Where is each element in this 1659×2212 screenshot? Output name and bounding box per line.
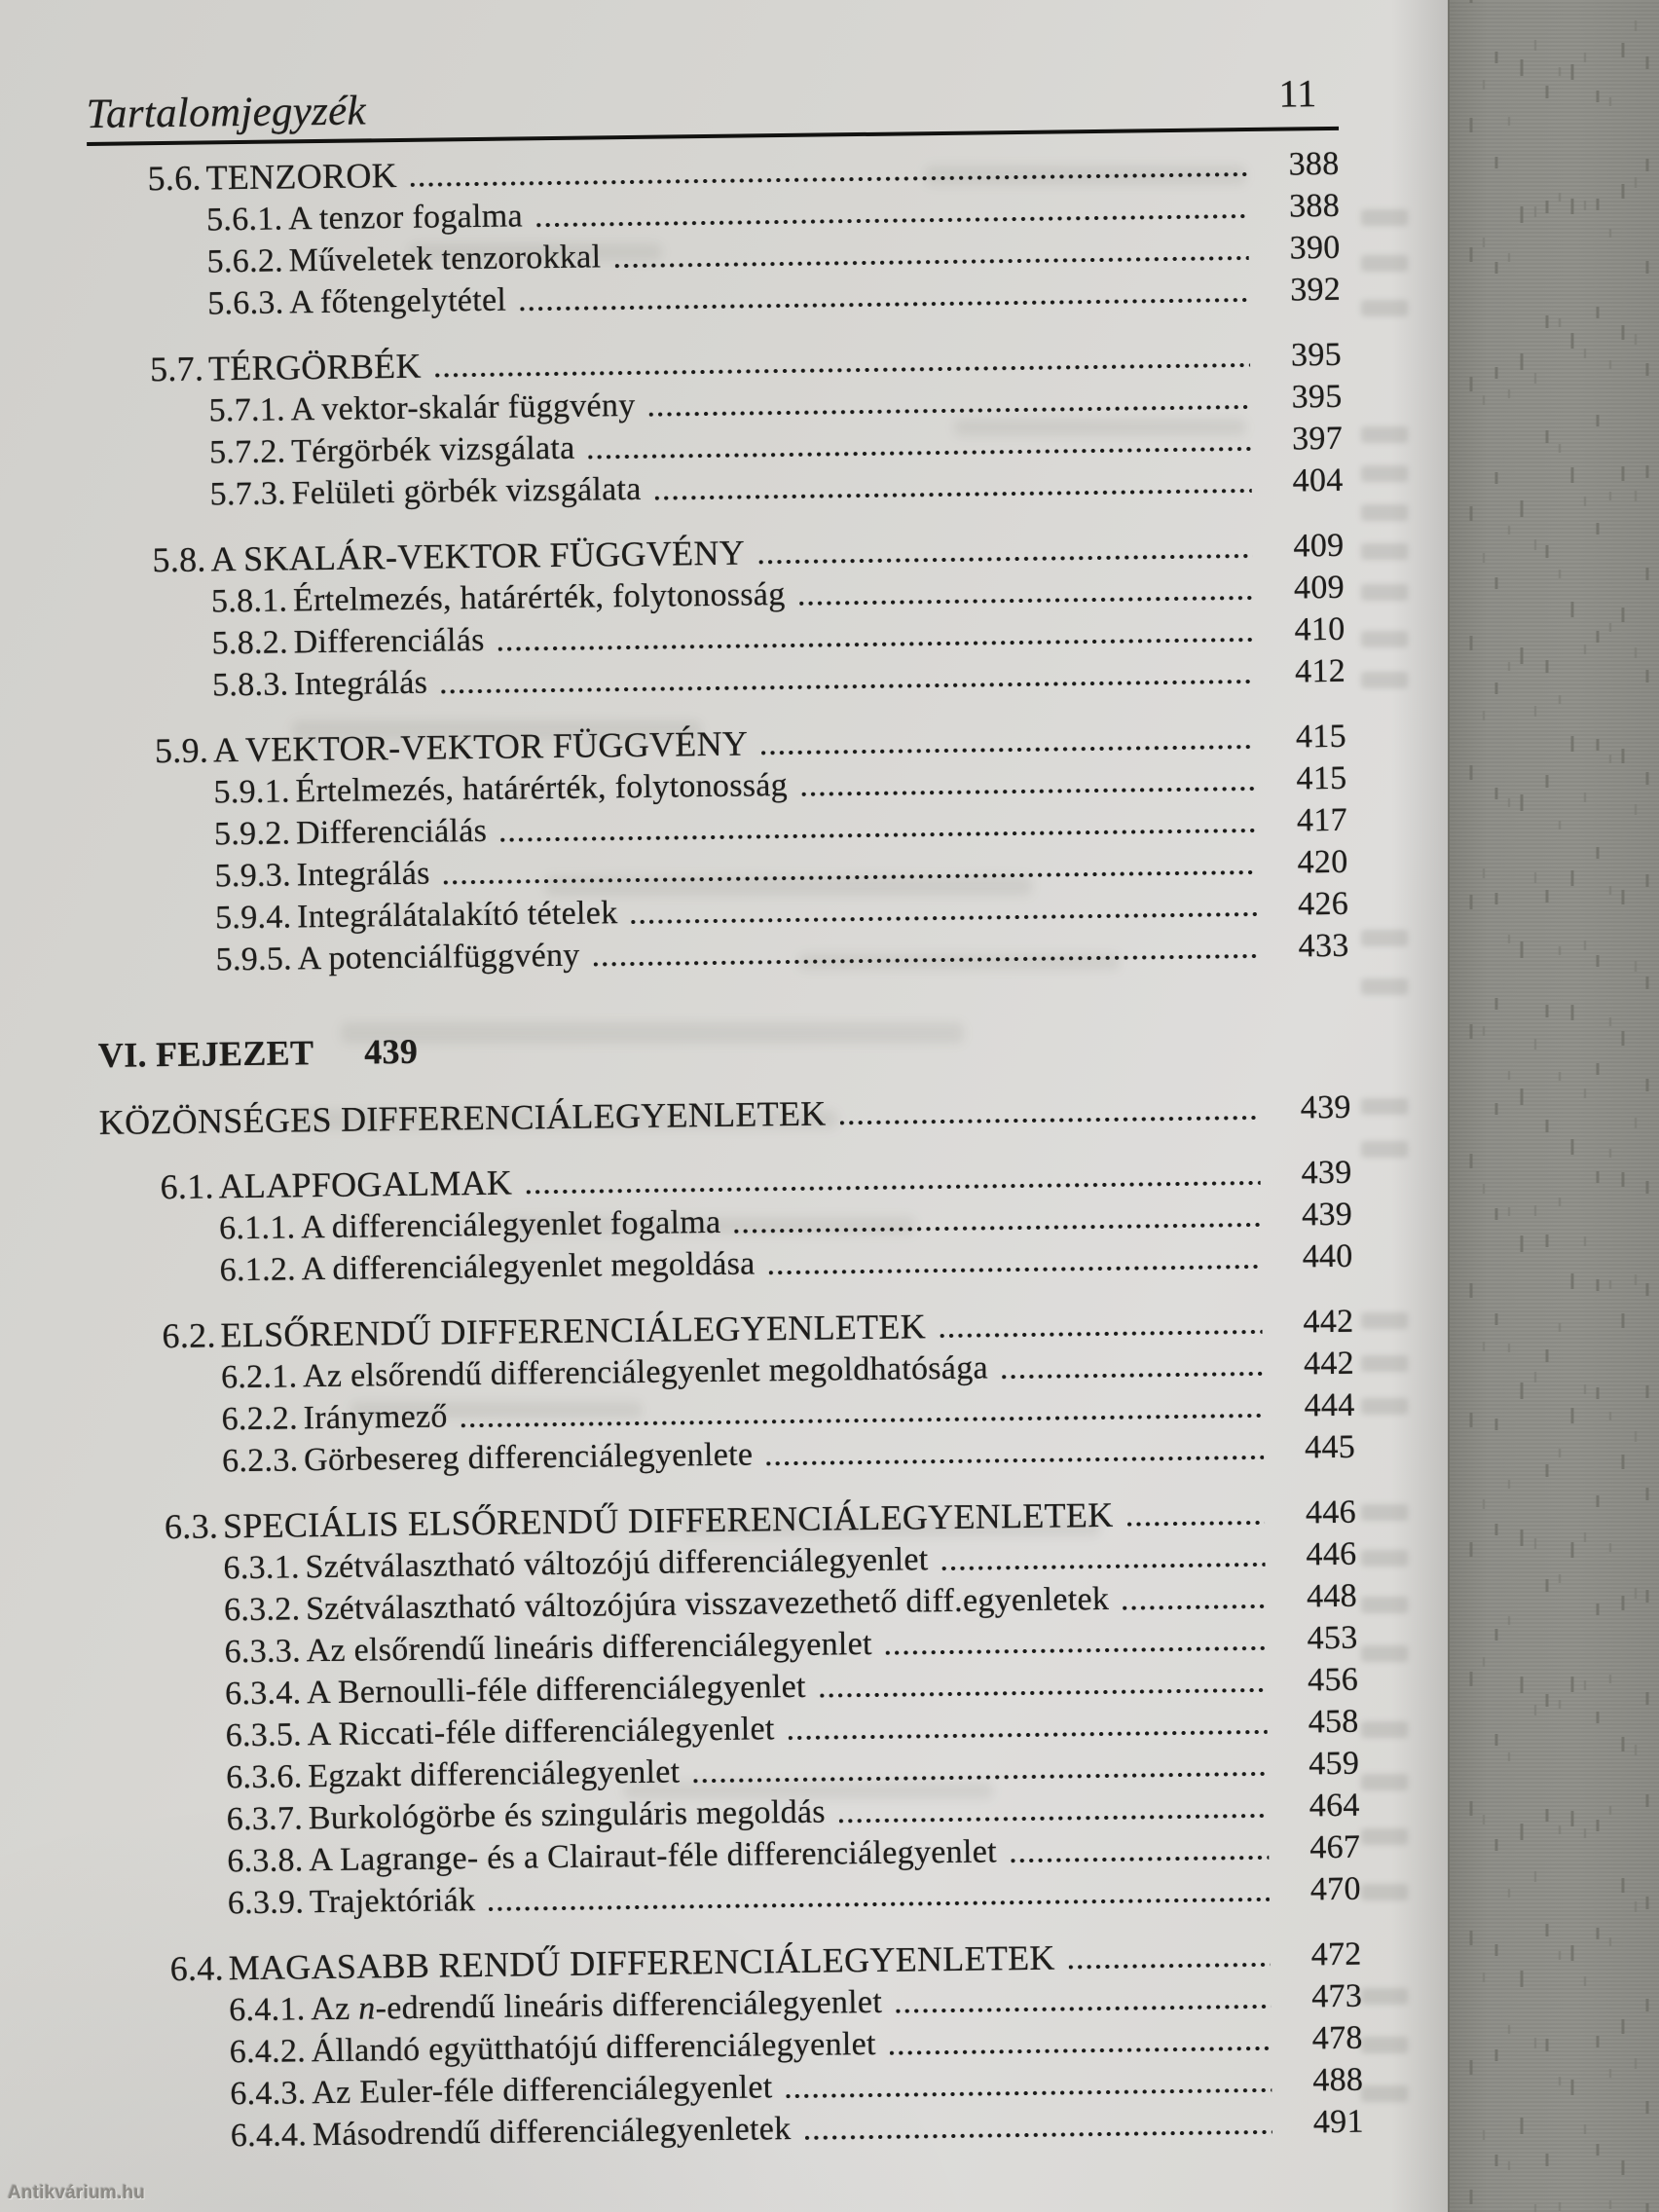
section-number: 6.2.1. (220, 1357, 298, 1395)
dotted-leader (766, 1456, 1264, 1466)
entry-page-number: 491 (1312, 2103, 1364, 2140)
entry-title: Műveletek tenzorokkal (288, 238, 602, 278)
entry-title: Integrálás (293, 664, 428, 702)
entry-page-number: 415 (1296, 759, 1347, 796)
book-fore-edge (1448, 0, 1659, 2212)
section-number: 5.9.4. (214, 898, 292, 936)
dotted-leader (1002, 1372, 1263, 1380)
entry-title: A SKALÁR-VEKTOR FÜGGVÉNY (210, 533, 746, 578)
entry-page-number: 404 (1292, 461, 1344, 498)
entry-title-part: Az (310, 1990, 359, 2027)
ghost-margin-number (1361, 1988, 1408, 2005)
ghost-margin-number (1361, 1355, 1408, 1372)
dotted-leader (734, 1223, 1261, 1234)
ghost-margin-number (1361, 1312, 1408, 1329)
entry-title: A vektor-skalár függvény (290, 387, 636, 427)
section-number: 5.7.3. (209, 474, 287, 512)
section-number: 6.3.8. (227, 1841, 304, 1879)
entry-title: A Lagrange- és a Clairaut-féle differenciálegyenlet (309, 1832, 998, 1878)
ghost-margin-number (1361, 978, 1408, 995)
entry-title: Burkológörbe és szinguláris megoldás (308, 1793, 827, 1836)
entry-title-variable: n (358, 1989, 376, 2027)
ghost-margin-number (1361, 584, 1408, 601)
page-number: 11 (1278, 71, 1317, 116)
entry-title: TÉRGÖRBÉK (207, 346, 422, 387)
entry-title: TENZOROK (205, 155, 398, 197)
section-number: 5.7. (149, 349, 204, 388)
entry-page-number: 446 (1306, 1535, 1357, 1572)
ghost-margin-number (1361, 300, 1408, 316)
entry-title: Állandó együtthatójú differenciálegyenlet (311, 2025, 876, 2069)
section-number: 6.4.1. (228, 1990, 306, 2028)
entry-title: KÖZÖNSÉGES DIFFERENCIÁLEGYENLETEK (98, 1093, 827, 1142)
entry-page-number: 470 (1309, 1870, 1361, 1907)
entry-page-number: 446 (1305, 1493, 1357, 1530)
dotted-leader (787, 2088, 1272, 2098)
section-number: 6.3.1. (223, 1548, 301, 1586)
entry-page-number: 440 (1302, 1237, 1353, 1274)
section-number: 6.3. (164, 1505, 219, 1546)
dotted-leader (820, 1688, 1267, 1698)
entry-title: A Bernoulli-féle differenciálegyenlet (306, 1668, 807, 1711)
dotted-leader (632, 912, 1258, 924)
section-number: 5.6.3. (206, 283, 284, 321)
chapter-heading-row (98, 1018, 1350, 1076)
section-number: 5.8. (152, 538, 206, 579)
dotted-leader (1127, 1521, 1265, 1527)
dotted-leader (500, 829, 1256, 842)
entry-page-number: 472 (1310, 1936, 1362, 1972)
entry-title (311, 1980, 882, 2029)
entry-title: Szétválasztható változójú differenciálegyenlet (305, 1540, 929, 1585)
dotted-leader (942, 1563, 1266, 1570)
entry-page-number: 395 (1291, 378, 1343, 415)
section-number: 6.3.4. (224, 1674, 302, 1712)
dotted-leader (536, 214, 1248, 227)
entry-page-number: 448 (1306, 1577, 1358, 1614)
entry-page-number: 445 (1304, 1428, 1356, 1465)
dotted-leader (489, 1898, 1270, 1911)
entry-page-number: 395 (1290, 336, 1343, 373)
ghost-margin-number (1361, 1645, 1408, 1662)
entry-page-number: 390 (1289, 229, 1341, 266)
entry-title: Az elsőrendű lineáris differenciálegyenlet (306, 1625, 873, 1669)
entry-page-number: 409 (1293, 527, 1345, 564)
section-number: 6.4.4. (230, 2116, 308, 2154)
section-number: 6.3.9. (227, 1883, 305, 1921)
ghost-margin-number (1361, 1098, 1408, 1115)
section-number: 5.6. (147, 158, 203, 198)
page-edge-texture (1450, 0, 1659, 2212)
entry-title: A differenciálegyenlet fogalma (300, 1203, 721, 1245)
ghost-margin-number (1361, 465, 1408, 482)
section-number: 5.8.2. (211, 623, 289, 661)
dotted-leader (940, 1330, 1262, 1338)
ghost-margin-number (1361, 1504, 1408, 1521)
section-number: 6.2.2. (221, 1399, 299, 1437)
entry-page-number: 392 (1289, 271, 1342, 308)
entry-page-number: 439 (1300, 1088, 1351, 1125)
entry-title: A potenciálfüggvény (297, 937, 580, 977)
dotted-leader (801, 787, 1256, 796)
ghost-margin-number (1361, 930, 1408, 946)
dotted-leader (435, 363, 1250, 378)
entry-page-number: 412 (1294, 652, 1346, 689)
entry-title: Szétválasztható változójúra visszavezethető diff.egyenletek (305, 1580, 1110, 1627)
section-number: 6.3.5. (225, 1715, 303, 1753)
dotted-leader (655, 489, 1252, 500)
entry-title: VI. FEJEZET (97, 1032, 314, 1075)
dotted-leader (1123, 1604, 1266, 1610)
toc-row (98, 1086, 1350, 1143)
section-number: 5.6.1. (205, 200, 283, 238)
entry-title: Másodrendű differenciálegyenletek (312, 2110, 792, 2153)
section-number: 6.2. (162, 1314, 216, 1355)
ghost-margin-number (1361, 1721, 1408, 1738)
entry-title: A differenciálegyenlet megoldása (301, 1244, 756, 1287)
entry-page-number: 442 (1303, 1345, 1355, 1382)
section-number: 5.9.5. (215, 940, 293, 977)
toc-rows (87, 142, 1364, 2157)
dotted-leader (526, 1181, 1260, 1195)
section-number: 5.9.3. (214, 856, 292, 894)
entry-page-number: 417 (1296, 801, 1348, 838)
entry-title: Integrálátalakító tételek (296, 894, 618, 935)
section-number: 6.4.3. (230, 2074, 307, 2112)
entry-page-number: 388 (1288, 145, 1340, 182)
entry-page-number: 426 (1297, 885, 1349, 922)
section-number: 6.1.1. (218, 1208, 296, 1246)
entry-page-number: 459 (1308, 1745, 1360, 1782)
ghost-margin-number (1361, 1141, 1408, 1158)
section-number: 6.3.3. (224, 1632, 302, 1670)
section-number: 5.9.1. (213, 772, 291, 810)
dotted-leader (886, 1646, 1267, 1655)
ghost-margin-number (1361, 631, 1408, 647)
entry-title: Differenciálás (293, 621, 485, 660)
section-number: 6.3.7. (226, 1799, 304, 1837)
page-content (86, 41, 1364, 2157)
entry-title: A főtengelytétel (288, 281, 507, 320)
entry-page-number: 467 (1309, 1828, 1361, 1865)
section-number: 6.1.2. (219, 1250, 297, 1288)
entry-title: Integrálás (296, 855, 430, 893)
dotted-leader (520, 298, 1249, 312)
entry-page-number: 433 (1298, 927, 1349, 964)
entry-title: Értelmezés, határérték, folytonosság (295, 766, 789, 809)
entry-page-number: 415 (1295, 718, 1347, 755)
ghost-margin-number (1361, 1550, 1408, 1567)
section-number: 5.9. (154, 729, 209, 770)
ghost-margin-number (1361, 426, 1408, 443)
entry-title: Az elsőrendű differenciálegyenlet megoldhatósága (302, 1348, 989, 1394)
entry-title: Egzakt differenciálegyenlet (307, 1752, 681, 1794)
dotted-leader (839, 1814, 1269, 1824)
dotted-leader (411, 172, 1248, 187)
entry-page-number: 439 (1301, 1154, 1352, 1191)
entry-title: A tenzor fogalma (287, 197, 524, 237)
dotted-leader (498, 638, 1254, 651)
ghost-margin-number (1361, 255, 1408, 272)
dotted-leader (799, 596, 1254, 606)
dotted-leader (1011, 1856, 1269, 1863)
entry-title: ELSŐRENDŰ DIFFERENCIÁLEGYENLETEK (220, 1306, 927, 1354)
dotted-leader (789, 1730, 1268, 1740)
ghost-margin-number (1361, 543, 1408, 560)
entry-title: Az Euler-féle differenciálegyenlet (312, 2068, 773, 2111)
entry-title: A Riccati-féle differenciálegyenlet (307, 1710, 775, 1752)
entry-title: Differenciálás (295, 812, 488, 851)
ghost-margin-number (1361, 2085, 1408, 2102)
entry-title: Iránymező (303, 1397, 448, 1436)
entry-page-number: 464 (1309, 1787, 1360, 1824)
entry-title: ALAPFOGALMAK (218, 1162, 513, 1205)
entry-title: Értelmezés, határérték, folytonosság (292, 575, 786, 618)
ghost-margin-number (1361, 2037, 1408, 2053)
section-number: 6.2.3. (221, 1441, 299, 1479)
entry-page-number: 388 (1288, 187, 1341, 224)
entry-page-number: 410 (1294, 610, 1346, 647)
entry-page-number: 453 (1307, 1619, 1358, 1656)
section-number: 5.7.2. (208, 432, 286, 470)
entry-page-number: 458 (1308, 1703, 1359, 1740)
entry-title: Felületi görbék vizsgálata (291, 470, 642, 511)
dotted-leader (761, 745, 1255, 756)
entry-title: MAGASABB RENDŰ DIFFERENCIÁLEGYENLETEK (228, 1937, 1055, 1987)
dotted-leader (769, 1265, 1262, 1275)
dotted-leader (594, 954, 1258, 967)
entry-page-number: 397 (1291, 420, 1344, 457)
dotted-leader (1069, 1963, 1271, 1970)
ghost-margin-number (1361, 1597, 1408, 1613)
ghost-margin-number (1361, 1828, 1408, 1845)
dotted-leader (758, 554, 1252, 565)
ghost-margin-number (1361, 1398, 1408, 1415)
dotted-leader (649, 405, 1251, 417)
dotted-leader (614, 256, 1248, 268)
section-number: 5.9.2. (213, 814, 291, 852)
section-number: 5.8.3. (211, 665, 289, 703)
watermark: Antikvárium.hu (8, 2183, 146, 2203)
entry-page-number: 439 (363, 1031, 419, 1071)
entry-page-number: 456 (1307, 1661, 1359, 1698)
ghost-margin-number (1361, 1884, 1408, 1900)
section-number: 5.6.2. (206, 241, 284, 279)
entry-page-number: 473 (1310, 1977, 1363, 2014)
entry-title: Görbesereg differenciálegyenlete (303, 1436, 754, 1478)
ghost-margin-number (1361, 1774, 1408, 1790)
entry-page-number: 439 (1301, 1196, 1353, 1233)
ghost-margin-number (1361, 504, 1408, 521)
section-number: 6.4. (169, 1947, 225, 1988)
entry-title-part: -edrendű lineáris differenciálegyenlet (375, 1983, 883, 2026)
dotted-leader (461, 1414, 1264, 1428)
dotted-leader (896, 2005, 1271, 2013)
section-number: 6.4.2. (229, 2032, 307, 2070)
dotted-leader (840, 1116, 1260, 1125)
entry-page-number: 442 (1303, 1303, 1354, 1340)
entry-page-number: 488 (1312, 2061, 1364, 2098)
entry-page-number: 420 (1297, 843, 1348, 880)
dotted-leader (890, 2046, 1272, 2055)
section-number: 6.3.2. (223, 1590, 301, 1628)
entry-title: A VEKTOR-VEKTOR FÜGGVÉNY (212, 723, 749, 769)
dotted-leader (444, 870, 1257, 885)
section-number: 5.8.1. (210, 581, 288, 619)
entry-page-number: 478 (1311, 2019, 1363, 2056)
ghost-margin-number (1361, 672, 1408, 688)
entry-page-number: 409 (1293, 569, 1346, 606)
entry-title: Térgörbék vizsgálata (290, 429, 575, 469)
section-number: 6.3.6. (225, 1757, 303, 1795)
entry-page-number: 444 (1304, 1386, 1355, 1423)
dotted-leader (589, 447, 1252, 460)
entry-title: SPECIÁLIS ELSŐRENDŰ DIFFERENCIÁLEGYENLETEK (222, 1494, 1114, 1545)
ghost-margin-number (1361, 209, 1408, 226)
section-number: 5.7.1. (208, 390, 286, 428)
section-number: 6.1. (160, 1165, 215, 1206)
entry-title: Trajektóriák (309, 1881, 476, 1920)
page-title: Tartalomjegyzék (86, 88, 367, 137)
dotted-leader (441, 680, 1254, 694)
dotted-leader (805, 2130, 1272, 2140)
dotted-leader (694, 1772, 1269, 1784)
